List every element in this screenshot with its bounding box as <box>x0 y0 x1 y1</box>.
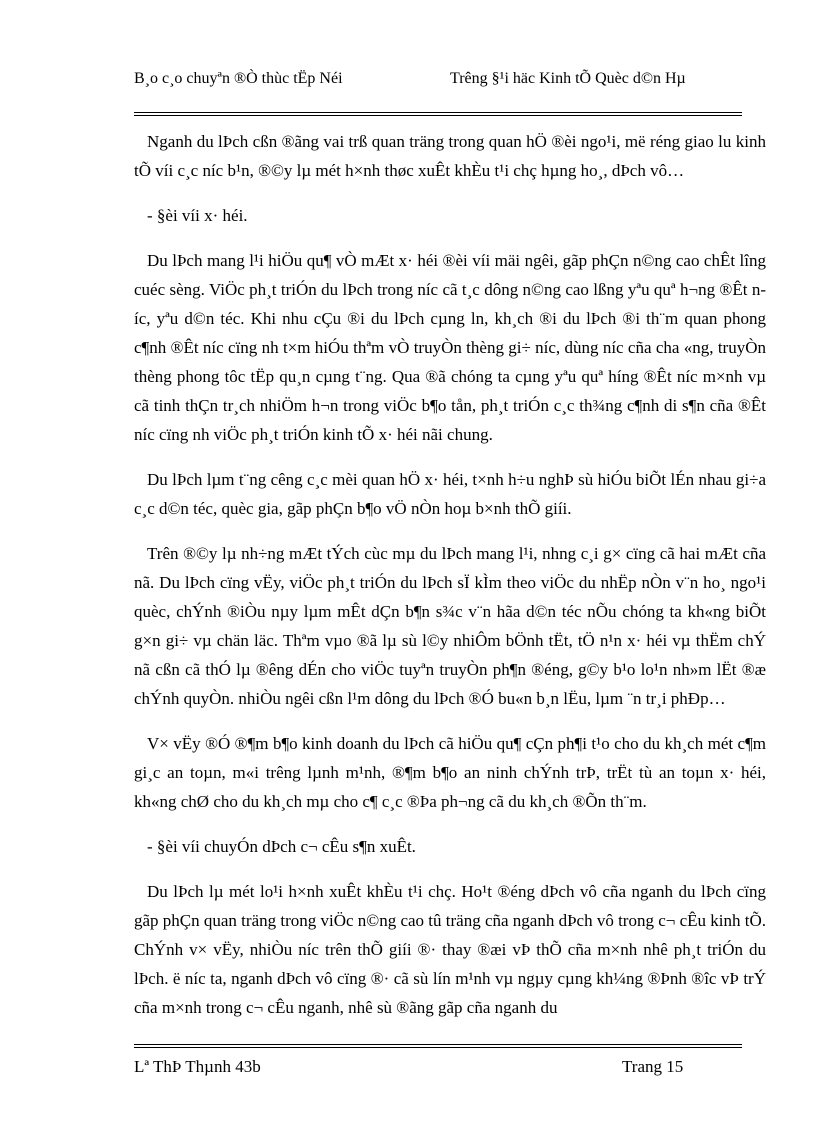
paragraph-1: Nganh du lÞch cßn ®ãng vai trß quan träng trong quan hÖ ®èi ngo¹i, më réng giao lu kinh tÕ víi c¸c níc b¹n, ®©y lµ mét h×nh thøc xuÊt khÈu t¹i chç hµng ho¸, dÞch vô… <box>134 132 766 180</box>
page-header <box>134 68 742 110</box>
header-university-name: Trêng §¹i häc Kinh tÕ Quèc d©n Hµ <box>450 70 686 87</box>
footer-page-number: Trang 15 <box>622 1057 684 1076</box>
footer-author: Lª ThÞ Thµnh 43b <box>134 1057 261 1076</box>
footer-divider <box>134 1044 742 1048</box>
document-body <box>134 127 766 1038</box>
paragraph-5: V× vËy ®Ó ®¶m b¶o kinh doanh du lÞch cã hiÖu qu¶ cÇn ph¶i t¹o cho du kh¸ch mét c¶m gi¸c an toµn, m«i trêng lµnh m¹nh, ®¶m b¶o an ninh chÝnh trÞ, trËt tù an toµn x· héi, kh«ng chØ cho du kh¸ch mµ cho c¶ c¸c ®Þa ph¬ng cã du kh¸ch ®Õn th¨m. <box>134 734 766 811</box>
section-heading-structure: - §èi víi chuyÓn dÞch c¬ cÊu s¶n xuÊt. <box>147 837 416 856</box>
paragraph-6: Du lÞch lµ mét lo¹i h×nh xuÊt khÈu t¹i chç. Ho¹t ®éng dÞch vô cña nganh du lÞch cïng gãp phÇn quan träng trong viÖc n©ng cao tû träng cña nganh dÞch vô trong c¬ cÊu kinh tÕ. ChÝnh v× vËy, nhiÒu níc trên thÕ giíi ®· thay ®æi vÞ thÕ cña m×nh nhê ph¸t triÓn du lÞch. ë níc ta, nganh dÞch vô cïng ®· cã sù lín m¹nh vµ ngµy cµng kh¼ng ®Þnh ®îc vÞ trÝ cña m×nh trong c¬ cÊu nganh, nhê sù ®ãng gãp cña nganh du <box>134 882 767 1017</box>
header-divider <box>134 112 742 116</box>
paragraph-3: Du lÞch lµm t¨ng cêng c¸c mèi quan hÖ x· héi, t×nh h÷u nghÞ sù hiÓu biÕt lÉn nhau gi÷a c¸c d©n téc, quèc gia, gãp phÇn b¶o vÖ nÒn hoµ b×nh thÕ giíi. <box>134 470 766 518</box>
paragraph-2: Du lÞch mang l¹i hiÖu qu¶ vÒ mÆt x· héi ®èi víi mäi ngêi, gãp phÇn n©ng cao chÊt lîng cuéc sèng. ViÖc ph¸t triÓn du lÞch trong níc cã t¸c dông n©ng cao lßng yªu quª h¬ng ®Êt níc, yªu d©n téc. Khi nhu cÇu ®i du lÞch cµng ln, kh¸ch ®i du lÞch ®i th¨m quan phong c¶nh ®Êt níc cïng nh t×m hiÓu thªm vÒ truyÒn thèng gi÷ níc, dùng níc cña cha «ng, truyÒn thèng phong tôc tËp qu¸n cµng t¨ng. Qua ®ã chóng ta cµng yªu quª híng ®Êt níc m×nh vµ cã tinh thÇn tr¸ch nhiÖm h¬n trong viÖc b¶o tån, ph¸t triÓn c¸c th¾ng c¶nh di s¶n cña ®Êt níc cïng nh viÖc ph¸t triÓn kinh tÕ x· héi nãi chung. <box>134 251 766 444</box>
header-report-title: B¸o c¸o chuyªn ®Ò thùc tËp Néi <box>134 70 343 87</box>
paragraph-4: Trên ®©y lµ nh÷ng mÆt tÝch cùc mµ du lÞch mang l¹i, nhng c¸i g× cïng cã hai mÆt cña nã. Du lÞch cïng vËy, viÖc ph¸t triÓn du lÞch sÏ kÌm theo viÖc du nhËp nÒn v¨n ho¸ ngo¹i quèc, chÝnh ®iÒu nµy lµm mÊt dÇn b¶n s¾c v¨n hãa d©n téc nÕu chóng ta kh«ng biÕt g×n gi÷ vµ chän läc. Thªm vµo ®ã lµ sù l©y nhiÔm bÖnh tËt, tÖ n¹n x· héi vµ thËm chÝ nã cßn cã thÓ lµ ®êng dÉn cho viÖc tuyªn truyÒn ph¶n ®éng, g©y b¹o lo¹n nh»m lËt ®æ chÝnh quyÒn. nhiÒu ngêi cßn l¹m dông du lÞch ®Ó bu«n b¸n lËu, lµm ¨n tr¸i phÐp… <box>134 544 766 708</box>
section-heading-society: - §èi víi x· héi. <box>147 206 248 225</box>
